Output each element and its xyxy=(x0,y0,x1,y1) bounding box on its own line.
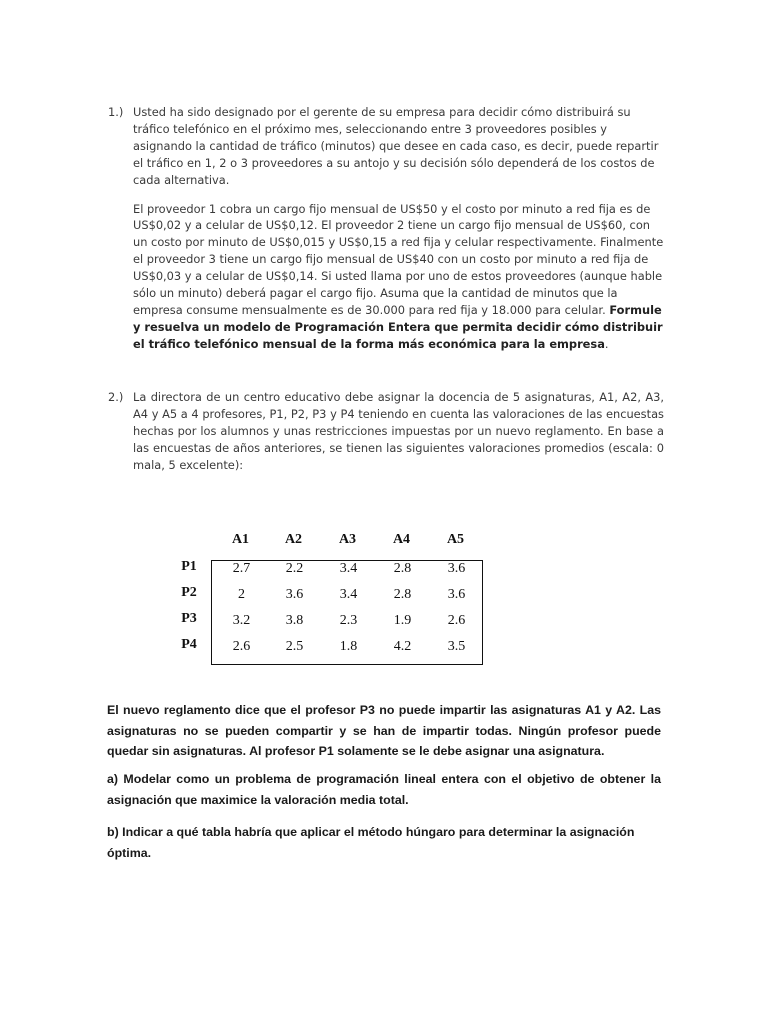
part-b-text: b) Indicar a qué tabla habría que aplicar el método húngaro para determinar la asignación óptima. xyxy=(107,825,635,860)
table-cell: 4.2 xyxy=(393,639,412,654)
table-cell: 3.6 xyxy=(285,587,304,602)
problem-1-number: 1.) xyxy=(108,105,124,119)
problem-1-instruction: Formule y resuelva un modelo de Programación Entera que permita decidir cómo distribuir el tráfico telefónico mensual de la forma más económica para la empresa xyxy=(133,302,663,351)
table-cell: 2.5 xyxy=(285,639,304,654)
problem-1-details xyxy=(133,201,664,353)
row-label: P4 xyxy=(181,637,197,652)
problem-1-details-text: El proveedor 1 cobra un cargo fijo mensual de US$50 y el costo por minuto a red fija es de US$0,02 y a celular de US$0,12. El proveedor 2 tiene un cargo fijo mensual de US$60, con un costo por minuto de US$0,015 y US$0,15 a red fija y celular respectivamente. Finalmente el proveedor 3 tiene un cargo fijo mensual de US$40 con un costo por minuto a red fija de US$0,03 y a celular de US$0,14. Si usted llama por uno de estos proveedores (aunque hable sólo un minuto) deberá pagar el cargo fijo. Asuma que la cantidad de minutos que la empresa consume mensualmente es de 30.000 para red fija y 18.000 para celular. xyxy=(133,201,664,317)
table-cell: 2.6 xyxy=(232,639,251,654)
column-header: A5 xyxy=(446,532,465,547)
table-cell: 2.3 xyxy=(339,613,358,628)
problem-1 xyxy=(108,104,664,353)
problem-2-number: 2.) xyxy=(108,390,124,404)
part-b-block xyxy=(107,822,661,863)
problem-2 xyxy=(108,389,664,474)
table-cell: 3.4 xyxy=(339,561,358,576)
part-a-text: a) Modelar como un problema de programación lineal entera con el objetivo de obtener la asignación que maximice la valoración media total. xyxy=(107,772,661,807)
problem-2-text: La directora de un centro educativo debe asignar la docencia de 5 asignaturas, A1, A2, A3, A4 y A5 a 4 profesores, P1, P2, P3 y P4 teniendo en cuenta las valoraciones de las encuestas hechas por los alumnos y unas restricciones impuestas por un nuevo reglamento. En base a las encuestas de años anteriores, se tienen las siguientes valoraciones promedios (escala: 0 mala, 5 excelente): xyxy=(133,390,664,472)
column-header: A2 xyxy=(284,532,303,547)
table-cell: 1.9 xyxy=(393,613,412,628)
table-cell: 2.2 xyxy=(285,561,304,576)
row-label: P3 xyxy=(181,611,197,626)
ratings-grid xyxy=(211,560,483,665)
regulation-text: El nuevo reglamento dice que el profesor P3 no puede impartir las asignaturas A1 y A2. Las asignaturas no se pueden compartir y se han de impartir todas. Ningún profesor puede quedar sin asignaturas. Al profesor P1 solamente se le debe asignar una asignatura. xyxy=(107,703,661,759)
table-cell: 3.2 xyxy=(232,613,251,628)
problem-1-period: . xyxy=(604,336,609,351)
table-cell: 3.4 xyxy=(339,587,358,602)
table-cell: 2 xyxy=(238,587,245,602)
table-cell: 1.8 xyxy=(339,639,358,654)
table-cell: 2.7 xyxy=(232,561,251,576)
table-cell: 2.6 xyxy=(447,613,466,628)
regulation-block xyxy=(107,700,661,762)
row-label: P2 xyxy=(181,585,197,600)
column-header: A1 xyxy=(231,532,250,547)
table-cell: 3.6 xyxy=(447,587,466,602)
row-label: P1 xyxy=(181,559,197,574)
column-header: A3 xyxy=(338,532,357,547)
table-cell: 3.5 xyxy=(447,639,466,654)
column-header: A4 xyxy=(392,532,411,547)
problem-1-intro: Usted ha sido designado por el gerente de su empresa para decidir cómo distribuirá su tráfico telefónico en el próximo mes, seleccionando entre 3 proveedores posibles y asignando la cantidad de tráfico (minutos) que desee en cada caso, es decir, puede repartir el tráfico en 1, 2 o 3 proveedores a su antojo y su decisión sólo dependerá de los costos de cada alternativa. xyxy=(133,105,659,187)
table-cell: 3.8 xyxy=(285,613,304,628)
part-a-block xyxy=(107,769,661,810)
table-cell: 2.8 xyxy=(393,561,412,576)
table-cell: 2.8 xyxy=(393,587,412,602)
table-cell: 3.6 xyxy=(447,561,466,576)
